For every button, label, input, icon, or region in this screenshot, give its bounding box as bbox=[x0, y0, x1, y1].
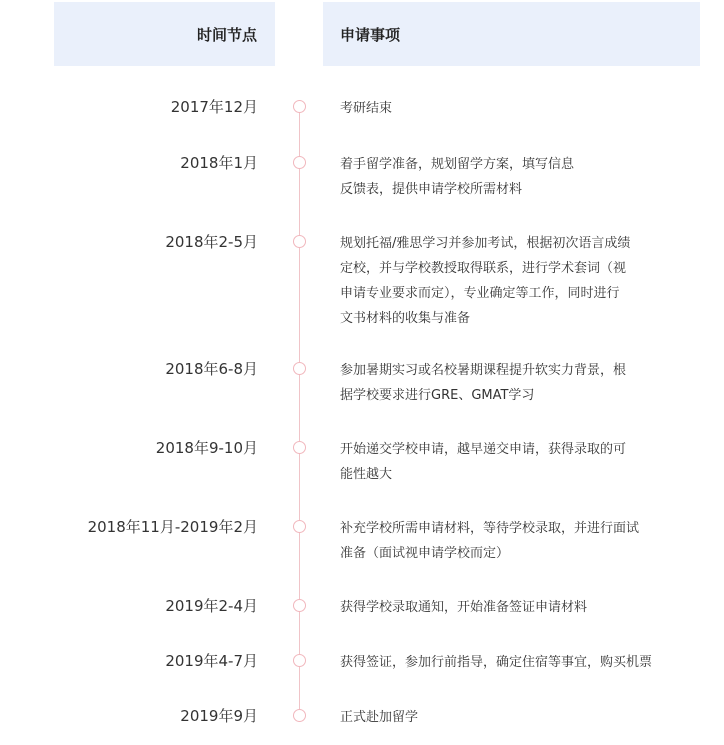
timeline-date: 2017年12月 bbox=[170, 98, 258, 116]
header-time-column bbox=[54, 2, 275, 66]
timeline-date: 2019年4-7月 bbox=[165, 652, 258, 670]
timeline-date: 2018年6-8月 bbox=[165, 360, 258, 378]
timeline-event-text: 参加暑期实习或名校暑期课程提升软实力背景，根 据学校要求进行GRE、GMAT学习 bbox=[340, 363, 627, 403]
timeline-dot-icon bbox=[293, 100, 306, 113]
timeline-row bbox=[0, 359, 724, 403]
timeline-date: 2018年1月 bbox=[180, 154, 258, 172]
timeline-event-text: 着手留学准备，规划留学方案，填写信息 反馈表，提供申请学校所需材料 bbox=[340, 157, 575, 197]
timeline-row bbox=[0, 517, 724, 561]
timeline-event-text: 考研结束 bbox=[340, 101, 393, 116]
timeline-dot-icon bbox=[293, 362, 306, 375]
timeline-row bbox=[0, 97, 724, 117]
timeline-date: 2019年9月 bbox=[180, 707, 258, 725]
timeline-event-text: 补充学校所需申请材料，等待学校录取，并进行面试 准备（面试视申请学校而定） bbox=[340, 521, 640, 561]
timeline-dot-icon bbox=[293, 654, 306, 667]
timeline-event-text: 规划托福/雅思学习并参加考试，根据初次语言成绩 定校，并与学校教授取得联系，进行学术套词（视 申请专业要求而定），专业确定等工作，同时进行 文书材料的收集与准备 bbox=[340, 236, 631, 326]
timeline-row bbox=[0, 651, 724, 671]
timeline-dot-icon bbox=[293, 599, 306, 612]
timeline-dot-icon bbox=[293, 709, 306, 722]
timeline-date: 2018年11月-2019年2月 bbox=[87, 518, 258, 536]
timeline-date: 2019年2-4月 bbox=[165, 597, 258, 615]
timeline-event-text: 开始递交学校申请，越早递交申请，获得录取的可 能性越大 bbox=[340, 442, 627, 482]
header-event-column bbox=[323, 2, 700, 66]
timeline-dot-icon bbox=[293, 520, 306, 533]
timeline-row bbox=[0, 438, 724, 482]
timeline-event-text: 正式赴加留学 bbox=[340, 710, 419, 725]
timeline-row bbox=[0, 706, 724, 726]
timeline-dot-icon bbox=[293, 441, 306, 454]
timeline-date: 2018年2-5月 bbox=[165, 233, 258, 251]
timeline-event-text: 获得签证，参加行前指导，确定住宿等事宜，购买机票 bbox=[340, 655, 653, 670]
timeline-event-text: 获得学校录取通知，开始准备签证申请材料 bbox=[340, 600, 588, 615]
timeline-dot-icon bbox=[293, 156, 306, 169]
timeline-line bbox=[299, 100, 300, 720]
timeline-row bbox=[0, 232, 724, 326]
header-time-label: 时间节点 bbox=[196, 25, 257, 44]
header-event-label: 申请事项 bbox=[340, 25, 401, 44]
timeline-date: 2018年9-10月 bbox=[155, 439, 258, 457]
timeline-row bbox=[0, 153, 724, 197]
timeline-row bbox=[0, 596, 724, 616]
timeline-dot-icon bbox=[293, 235, 306, 248]
